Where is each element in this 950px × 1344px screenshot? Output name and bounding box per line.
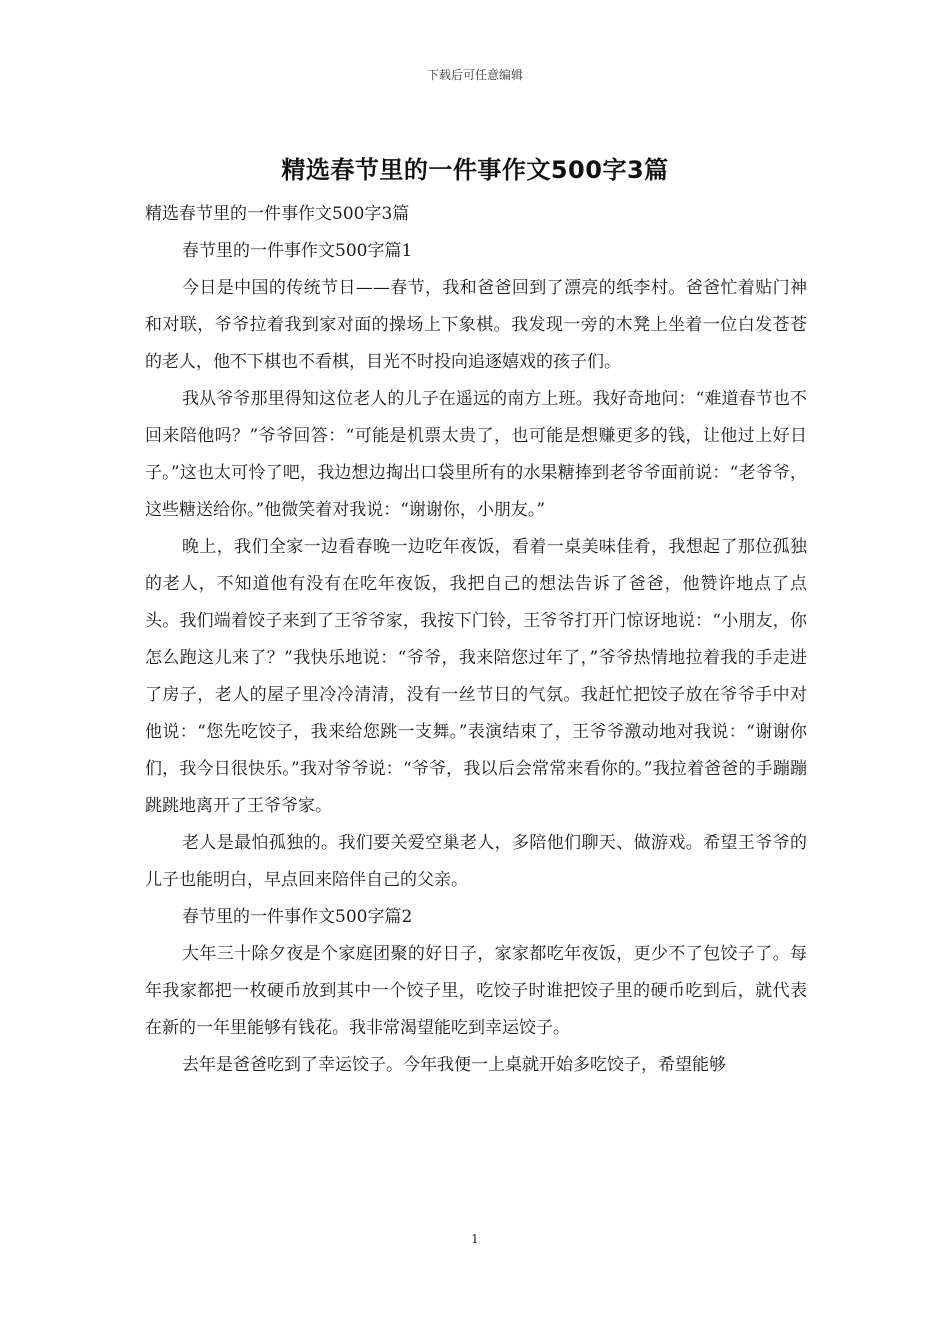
- document-title: 精选春节里的一件事作文500字3篇: [281, 156, 669, 184]
- header-note: 下载后可任意编辑: [426, 68, 523, 82]
- subtitle-line: 精选春节里的一件事作文500字3篇: [145, 204, 410, 224]
- section-heading-2: 春节里的一件事作文500字篇2: [182, 907, 413, 927]
- body-paragraph: 老人是最怕孤独的。我们要关爱空巢老人，多陪他们聊天、做游戏。希望王爷爷的儿子也能明白，早点回来陪伴自己的父亲。: [145, 833, 807, 890]
- body-paragraph: 去年是爸爸吃到了幸运饺子。今年我便一上桌就开始多吃饺子，希望能够: [182, 1055, 726, 1075]
- body-paragraph: 晚上，我们全家一边看春晚一边吃年夜饭，看着一桌美味佳肴，我想起了那位孤独的老人，不知道他有没有在吃年夜饭，我把自己的想法告诉了爸爸，他赞许地点了点头。我们端着饺子来到了王爷爷家，我按下门铃，王爷爷打开门惊讶地说：“小朋友，你怎么跑这儿来了？”我快乐地说：“爷爷，我来陪您过年了，”爷爷热情地拉着我的手走进了房子，老人的屋子里冷冷清清，没有一丝节日的气氛。我赶忙把饺子放在爷爷手中对他说：“您先吃饺子，我来给您跳一支舞。”表演结束了，王爷爷激动地对我说：“谢谢你们，我今日很快乐。”我对爷爷说：“爷爷，我以后会常常来看你的。”我拉着爸爸的手蹦蹦跳跳地离开了王爷爷家。: [145, 537, 807, 816]
- body-paragraph: 今日是中国的传统节日——春节，我和爸爸回到了漂亮的纸李村。爸爸忙着贴门神和对联，爷爷拉着我到家对面的操场上下象棋。我发现一旁的木凳上坐着一位白发苍苍的老人，他不下棋也不看棋，目光不时投向追逐嬉戏的孩子们。: [145, 278, 807, 372]
- page-number: 1: [471, 1232, 479, 1246]
- section-heading-1: 春节里的一件事作文500字篇1: [182, 241, 413, 261]
- body-paragraph: 大年三十除夕夜是个家庭团聚的好日子，家家都吃年夜饭，更少不了包饺子了。每年我家都把一枚硬币放到其中一个饺子里，吃饺子时谁把饺子里的硬币吃到后，就代表在新的一年里能够有钱花。我非常渴望能吃到幸运饺子。: [145, 944, 807, 1038]
- body-paragraph: 我从爷爷那里得知这位老人的儿子在遥远的南方上班。我好奇地问：“难道春节也不回来陪他吗？”爷爷回答：“可能是机票太贵了，也可能是想赚更多的钱，让他过上好日子。”这也太可怜了吧，我边想边掏出口袋里所有的水果糖捧到老爷爷面前说：“老爷爷，这些糖送给你。”他微笑着对我说：“谢谢你，小朋友。”: [145, 389, 807, 520]
- document-body: [145, 196, 807, 1084]
